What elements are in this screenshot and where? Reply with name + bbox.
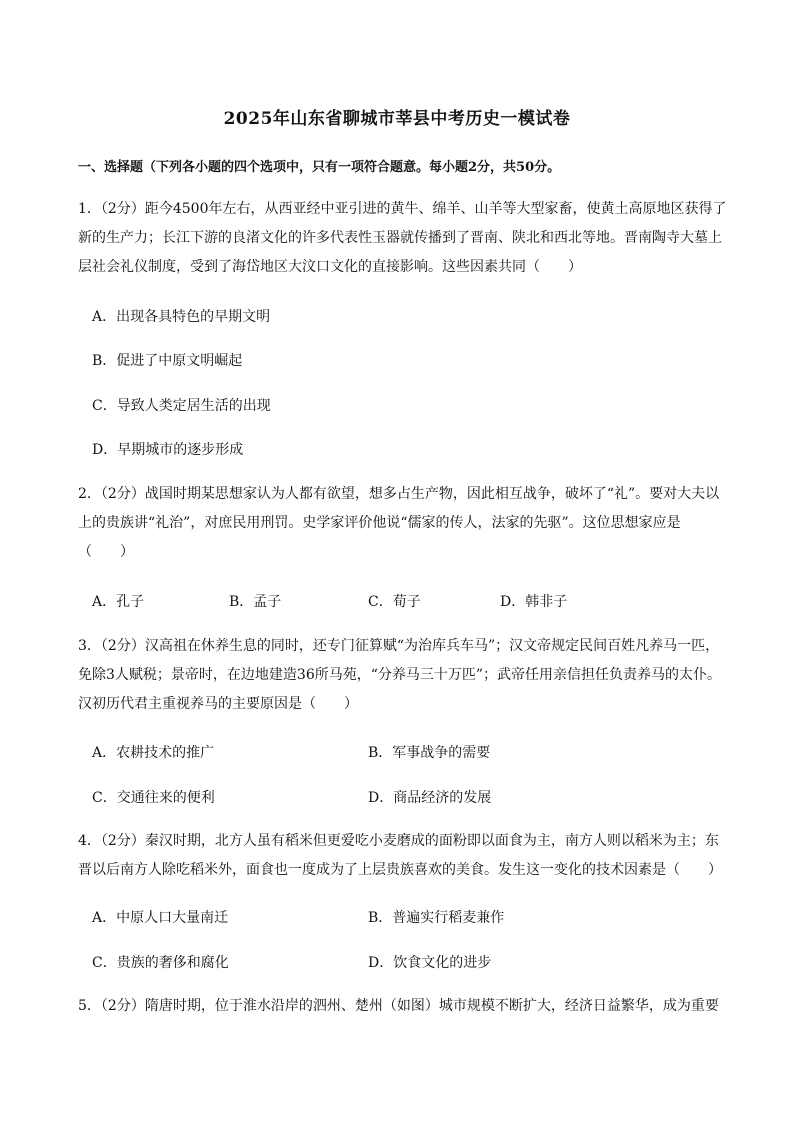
question-3 xyxy=(78,632,728,719)
question-number: 3． xyxy=(78,638,101,654)
section-heading: 一、选择题（下列各小题的四个选项中，只有一项符合题意。每小题2分，共50分。 xyxy=(78,160,561,175)
question-stem: 秦汉时期，北方人虽有稻米但更爱吃小麦磨成的面粉即以面食为主，南方人则以稻米为主；东晋以后南方人除吃稻米外，面食也一度成为了上层贵族喜欢的美食。发生这一变化的技术因素是（ ） xyxy=(78,833,722,878)
question-1 xyxy=(78,195,728,282)
question-number: 2． xyxy=(78,486,101,502)
question-5 xyxy=(78,992,728,1021)
exam-title: 2025年山东省聊城市莘县中考历史一模试卷 xyxy=(223,109,571,129)
question-stem: 隋唐时期，位于淮水沿岸的泗州、楚州（如图）城市规模不断扩大，经济日益繁华，成为重要 xyxy=(144,998,719,1014)
question-points: （2分） xyxy=(100,201,145,217)
question-number: 1． xyxy=(78,201,101,217)
question-points: （2分） xyxy=(100,998,145,1014)
option-b: B．普遍实行稻麦兼作 xyxy=(368,910,505,926)
question-points: （2分） xyxy=(100,486,145,502)
option-d: D．韩非子 xyxy=(500,594,568,610)
question-number: 4． xyxy=(78,833,101,849)
option-a: A．农耕技术的推广 xyxy=(92,745,215,761)
option-b: B．促进了中原文明崛起 xyxy=(92,353,243,369)
question-points: （2分） xyxy=(100,833,145,849)
option-d: D．商品经济的发展 xyxy=(368,790,492,806)
option-d: D．早期城市的逐步形成 xyxy=(92,442,244,458)
option-a: A．出现各具特色的早期文明 xyxy=(92,309,271,325)
option-c: C．交通往来的便利 xyxy=(92,790,215,806)
option-c: C．贵族的奢侈和腐化 xyxy=(92,955,229,971)
option-b: B．军事战争的需要 xyxy=(368,745,491,761)
option-b: B．孟子 xyxy=(229,594,282,610)
option-a: A．孔子 xyxy=(92,594,145,610)
question-stem: 战国时期某思想家认为人都有欲望，想多占生产物，因此相互战争，破坏了“礼”。要对大夫以上的贵族讲“礼治”，对庶民用刑罚。史学家评价他说“儒家的传人，法家的先驱”。这位思想家应是（ ） xyxy=(78,486,720,560)
question-stem: 汉高祖在休养生息的同时，还专门征算赋“为治库兵车马”；汉文帝规定民间百姓凡养马一匹，免除3人赋税；景帝时，在边地建造36所马苑，“分养马三十万匹”；武帝任用亲信担任负责养马的太仆。汉初历代君主重视养马的主要原因是（ ） xyxy=(78,638,722,712)
question-4 xyxy=(78,827,728,885)
option-c: C．导致人类定居生活的出现 xyxy=(92,398,271,414)
option-d: D．饮食文化的进步 xyxy=(368,955,492,971)
option-a: A．中原人口大量南迁 xyxy=(92,910,229,926)
question-stem: 距今4500年左右，从西亚经中亚引进的黄牛、绵羊、山羊等大型家畜，使黄土高原地区获得了新的生产力；长江下游的良渚文化的许多代表性玉器就传播到了晋南、陕北和西北等地。晋南陶寺大墓上层社会礼仪制度，受到了海岱地区大汶口文化的直接影响。这些因素共同（ ） xyxy=(78,201,727,275)
option-c: C．荀子 xyxy=(368,594,421,610)
question-points: （2分） xyxy=(100,638,145,654)
question-number: 5． xyxy=(78,998,101,1014)
question-2 xyxy=(78,480,728,567)
